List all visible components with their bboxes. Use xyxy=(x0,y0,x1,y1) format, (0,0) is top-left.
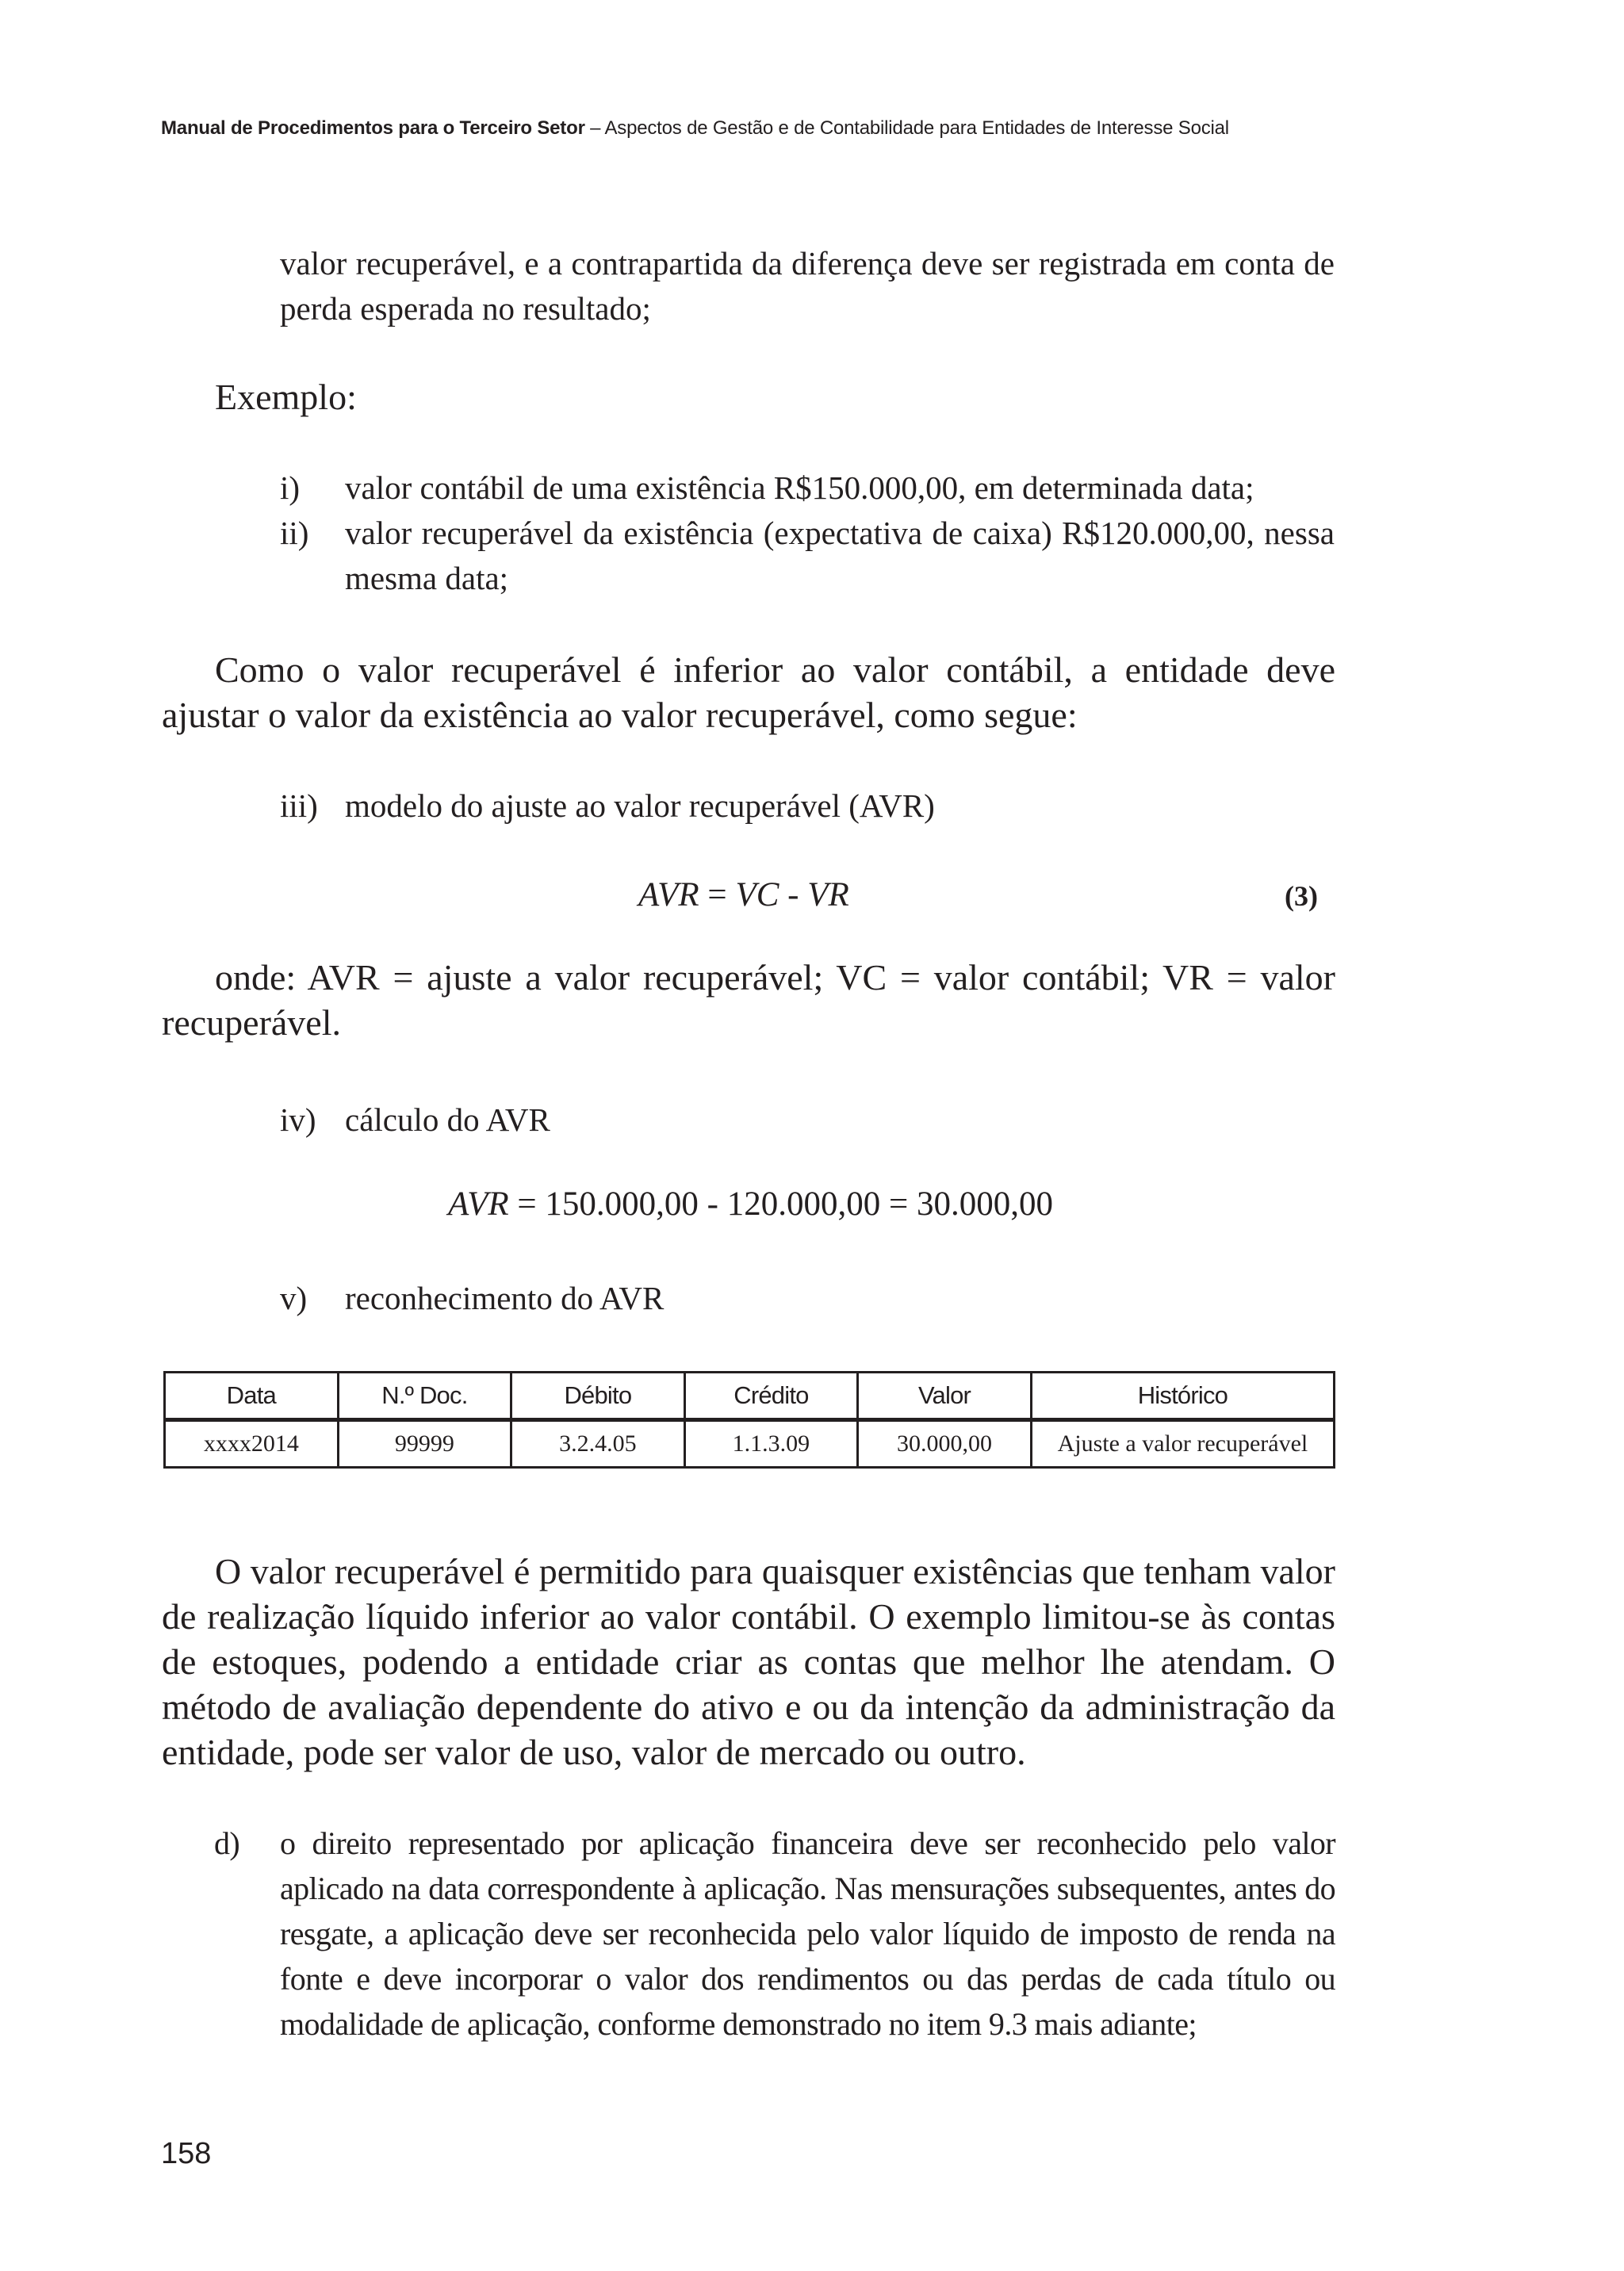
comparison-paragraph: Como o valor recuperável é inferior ao valor contábil, a entidade deve ajustar o valor da existência ao valor recuperável, como segue: xyxy=(162,649,1335,735)
equation-lhs: AVR xyxy=(448,1185,509,1223)
column-header-credito: Crédito xyxy=(684,1373,858,1420)
equation-rhs: = 150.000,00 - 120.000,00 = 30.000,00 xyxy=(508,1185,1053,1223)
column-header-debito: Débito xyxy=(511,1373,685,1420)
item-number: iii) xyxy=(280,787,318,824)
cell-debito: 3.2.4.05 xyxy=(511,1420,685,1468)
item-text: modelo do ajuste ao valor recuperável (AVR) xyxy=(345,787,935,824)
item-text: valor recuperável da existência (expectativa de caixa) R$120.000,00, nessa mesma data; xyxy=(345,515,1335,596)
cell-doc: 99999 xyxy=(338,1420,511,1468)
equation-avr-calculation xyxy=(448,1185,1053,1224)
closing-paragraph: O valor recuperável é permitido para quaisquer existências que tenham valor de realização líquido inferior ao valor contábil. O exemplo limitou-se às contas de estoques, podendo a entidade criar as contas que melhor lhe atendam. O método de avaliação dependente do ativo e ou da intenção da administração da entidade, pode ser valor de uso, valor de mercado ou outro. xyxy=(162,1551,1335,1772)
equation-lhs: AVR xyxy=(638,876,699,913)
equation-avr xyxy=(638,875,849,914)
column-header-doc: N.º Doc. xyxy=(338,1373,511,1420)
item-number: v) xyxy=(280,1280,308,1316)
table-row xyxy=(165,1420,1335,1468)
accounting-entry-table xyxy=(163,1371,1335,1469)
cell-historico: Ajuste a valor recuperável xyxy=(1031,1420,1334,1468)
cell-credito: 1.1.3.09 xyxy=(684,1420,858,1468)
item-number: iv) xyxy=(280,1101,316,1138)
column-header-valor: Valor xyxy=(858,1373,1032,1420)
running-header xyxy=(161,117,1229,140)
header-subtitle: – Aspectos de Gestão e de Contabilidade para Entidades de Interesse Social xyxy=(584,117,1229,139)
item-number: ii) xyxy=(280,515,309,551)
header-title: Manual de Procedimentos para o Terceiro Setor xyxy=(161,117,585,139)
column-header-historico: Histórico xyxy=(1031,1373,1334,1420)
page-number: 158 xyxy=(161,2137,212,2170)
item-number: d) xyxy=(214,1825,240,1861)
intro-continuation: valor recuperável, e a contrapartida da diferença deve ser registrada em conta de perda esperada no resultado; xyxy=(280,245,1335,327)
example-heading: Exemplo: xyxy=(215,377,357,417)
equation-number: (3) xyxy=(1285,880,1318,912)
item-text: o direito representado por aplicação financeira deve ser reconhecido pelo valor aplicado na data correspondente à aplicação. Nas mensurações subsequentes, antes do resgate, a aplicação deve ser reconhecida pelo valor líquido de imposto de renda na fonte e deve incorporar o valor dos rendimentos ou das perdas de cada título ou modalidade de aplicação, conforme demonstrado no item 9.3 mais adiante; xyxy=(280,1825,1335,2042)
equation-equals: = xyxy=(699,876,736,913)
equation-rhs: VC - VR xyxy=(735,876,849,913)
column-header-data: Data xyxy=(165,1373,339,1420)
item-text: valor contábil de uma existência R$150.000,00, em determinada data; xyxy=(345,469,1254,506)
item-text: reconhecimento do AVR xyxy=(345,1280,665,1316)
cell-data: xxxx2014 xyxy=(165,1420,339,1468)
table-header-row xyxy=(165,1373,1335,1420)
definition-paragraph: onde: AVR = ajuste a valor recuperável; VC = valor contábil; VR = valor recuperável. xyxy=(162,957,1335,1043)
cell-valor: 30.000,00 xyxy=(858,1420,1032,1468)
item-number: i) xyxy=(280,469,301,506)
item-text: cálculo do AVR xyxy=(345,1101,550,1138)
